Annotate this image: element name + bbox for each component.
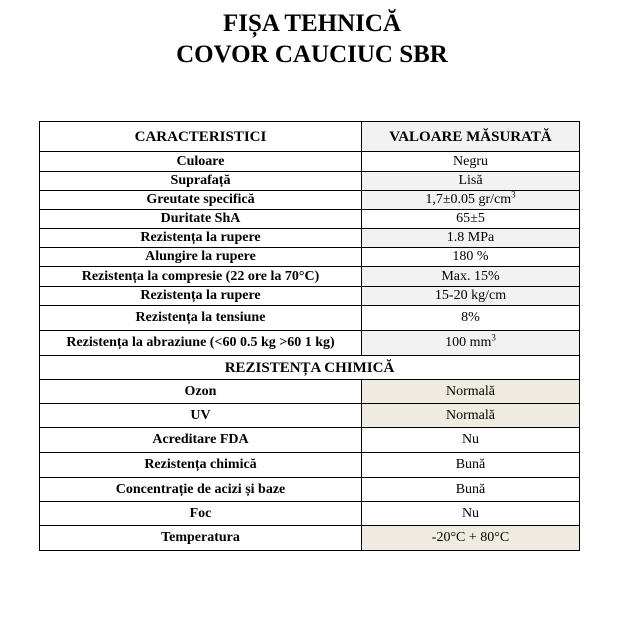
table-row: [40, 152, 580, 172]
row-value: -20°C + 80°C: [362, 526, 580, 551]
row-value: Max. 15%: [362, 267, 580, 287]
header-measured-value: VALOARE MĂSURATĂ: [362, 122, 580, 152]
table-row: [40, 229, 580, 248]
row-label: Rezistența la rupere: [40, 229, 362, 248]
row-label: Rezistența la abraziune (<60 0.5 kg >60 1 kg): [40, 331, 362, 356]
row-label: UV: [40, 404, 362, 428]
table-row: [40, 172, 580, 191]
row-label: Duritate ShA: [40, 210, 362, 229]
table-row: [40, 453, 580, 478]
row-value: Lisă: [362, 172, 580, 191]
technical-specs-table: [39, 121, 580, 551]
table-row: [40, 306, 580, 331]
row-value-text: 1,7±0.05 gr/cm: [425, 192, 512, 207]
row-value: 65±5: [362, 210, 580, 229]
row-label: Temperatura: [40, 526, 362, 551]
table-row: [40, 526, 580, 551]
table-row: [40, 478, 580, 502]
row-value: Normală: [362, 404, 580, 428]
table-row: [40, 210, 580, 229]
document-title: FIȘA TEHNICĂ: [222, 10, 402, 37]
section-header-row: [40, 356, 580, 380]
row-label: Acreditare FDA: [40, 428, 362, 453]
superscript: 3: [511, 190, 516, 200]
table-row: [40, 267, 580, 287]
table-row: [40, 287, 580, 306]
row-label: Rezistența la rupere: [40, 287, 362, 306]
row-value: [362, 331, 580, 356]
row-label: Concentrație de acizi și baze: [40, 478, 362, 502]
table-row: [40, 191, 580, 210]
table-row: [40, 428, 580, 453]
row-value: Nu: [362, 428, 580, 453]
row-value: Negru: [362, 152, 580, 172]
table-header-row: [40, 122, 580, 152]
row-value: 1.8 MPa: [362, 229, 580, 248]
row-value-text: 100 mm: [445, 335, 492, 350]
table-row: [40, 404, 580, 428]
row-value: Normală: [362, 380, 580, 404]
section-title-chemical-resistance: REZISTENȚA CHIMICĂ: [40, 356, 580, 380]
row-value: Bună: [362, 478, 580, 502]
row-label: Foc: [40, 502, 362, 526]
row-value: Bună: [362, 453, 580, 478]
row-label: Greutate specifică: [40, 191, 362, 210]
table-row: [40, 380, 580, 404]
row-label: Rezistența chimică: [40, 453, 362, 478]
table-row: [40, 502, 580, 526]
row-label: Rezistența la tensiune: [40, 306, 362, 331]
row-label: Ozon: [40, 380, 362, 404]
row-label: Culoare: [40, 152, 362, 172]
row-label: Alungire la rupere: [40, 248, 362, 267]
row-value: 15-20 kg/cm: [362, 287, 580, 306]
row-value: 8%: [362, 306, 580, 331]
header-characteristics: CARACTERISTICI: [40, 122, 362, 152]
row-value: Nu: [362, 502, 580, 526]
row-label: Rezistența la compresie (22 ore la 70°C): [40, 267, 362, 287]
table-row: [40, 331, 580, 356]
superscript: 3: [491, 332, 496, 343]
row-value: [362, 191, 580, 210]
document-subtitle: COVOR CAUCIUC SBR: [176, 41, 448, 68]
table-row: [40, 248, 580, 267]
row-label: Suprafață: [40, 172, 362, 191]
row-value: 180 %: [362, 248, 580, 267]
